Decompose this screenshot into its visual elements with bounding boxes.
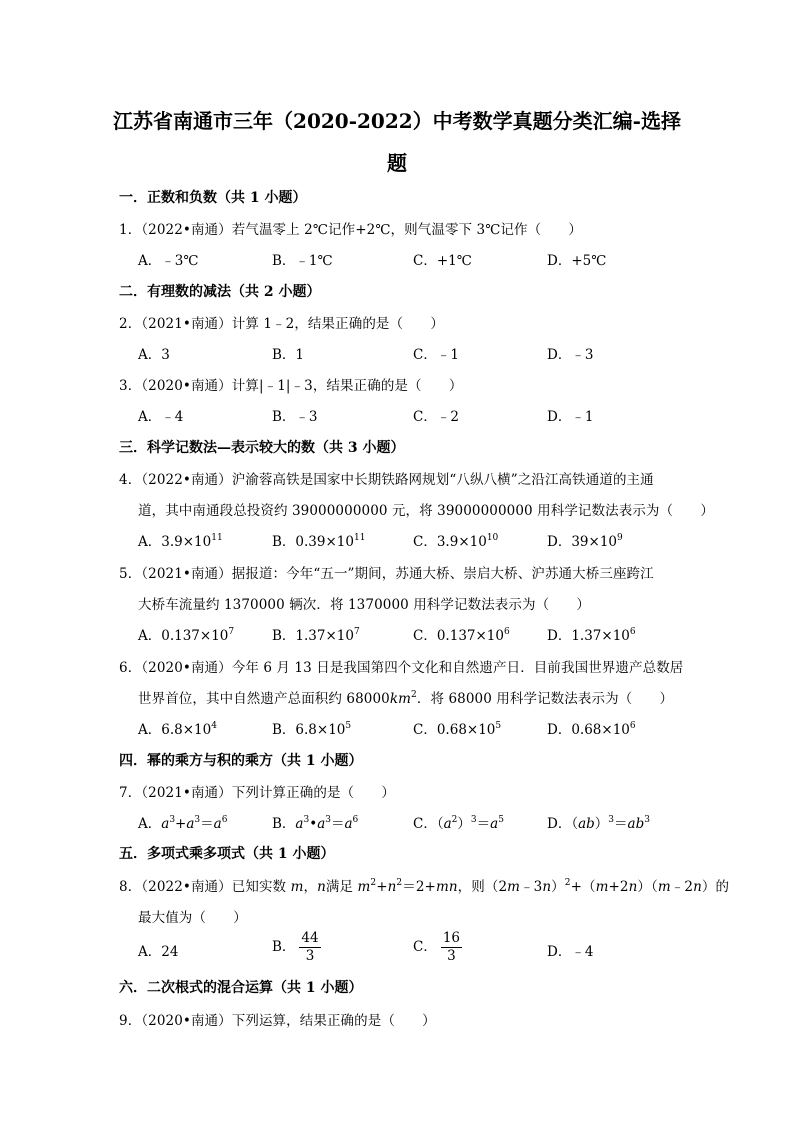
q5-option-d: D．$1.37\times 10^6$ [547, 627, 636, 644]
question-4-line2: 道，其中南通段总投资约 39000000000 元，将 39000000000 用科学记数法表示为（ ） [138, 503, 714, 519]
fraction: $\frac{16}{3}$ [442, 930, 461, 964]
q3-option-a: A．﹣4 [138, 409, 184, 425]
question-3: 3．（2020•南通）计算|﹣1|﹣3，结果正确的是（ ） [119, 378, 463, 394]
q8-option-b: B． $\frac{44}{3}$ [272, 930, 319, 964]
section-heading-2: 二．有理数的减法（共 2 小题） [119, 284, 321, 300]
fraction: $\frac{44}{3}$ [301, 930, 319, 964]
section-heading-3: 三．科学记数法—表示较大的数（共 3 小题） [119, 440, 405, 456]
section-heading-6: 六．二次根式的混合运算（共 1 小题） [119, 980, 363, 996]
q7-option-a: A．$a^3+a^3=a^6$ [138, 815, 228, 832]
q8-option-c: C． $\frac{16}{3}$ [413, 930, 461, 964]
q2-option-a: A．3 [138, 347, 170, 363]
q1-option-c: C．+1℃ [413, 253, 472, 269]
question-4-line1: 4．（2022•南通）沪渝蓉高铁是国家中长期铁路网规划“八纵八横”之沿江高铁通道的主通 [119, 472, 654, 488]
q8-option-a: A．24 [138, 944, 179, 960]
question-6-line1: 6．（2020•南通）今年 6 月 13 日是我国第四个文化和自然遗产日．目前我国世界遗产总数居 [119, 660, 684, 676]
question-2: 2．（2021•南通）计算 1﹣2，结果正确的是（ ） [119, 316, 444, 332]
q7-option-d: D．$(ab)^3=ab^3$ [547, 815, 650, 832]
q8-option-d: D．﹣4 [547, 944, 594, 960]
section-heading-1: 一．正数和负数（共 1 小题） [119, 190, 307, 206]
q6-option-c: C．$0.68\times 10^5$ [413, 721, 502, 738]
q2-option-d: D．﹣3 [547, 347, 594, 363]
q2-option-b: B．1 [272, 347, 305, 363]
q1-option-d: D．+5℃ [547, 253, 607, 269]
question-1: 1．（2022•南通）若气温零上 2℃记作+2℃，则气温零下 3℃记作（ ） [119, 222, 583, 238]
question-5-line1: 5．（2021•南通）据报道：今年“五一”期间，苏通大桥、崇启大桥、沪苏通大桥三座跨江 [119, 566, 654, 582]
question-5-line2: 大桥车流量约 1370000 辆次．将 1370000 用科学记数法表示为（ ） [138, 597, 591, 613]
page-title-continued: 题 [387, 151, 407, 175]
section-heading-4: 四．幂的乘方与积的乘方（共 1 小题） [119, 753, 363, 769]
q7-option-c: C．$(a^2)^3=a^5$ [413, 815, 504, 832]
question-9: 9．（2020•南通）下列运算，结果正确的是（ ） [119, 1013, 436, 1029]
q3-option-c: C．﹣2 [413, 409, 459, 425]
question-6-line2: 世界首位，其中自然遗产总面积约 $68000km^2$．将 68000 用科学记数法表示为（ ） [138, 690, 674, 707]
q4-option-c: C．$3.9\times 10^{10}$ [413, 533, 499, 550]
question-8-line1: 8．（2022•南通）已知实数 m，n满足 $m^2+n^2=2+mn$，则（2m﹣3n）$^2$+（m+2n）（m﹣2n）的 [119, 878, 730, 895]
question-7: 7．（2021•南通）下列计算正确的是（ ） [119, 785, 395, 801]
q5-option-a: A．$0.137\times 10^7$ [138, 627, 235, 644]
q3-option-d: D．﹣1 [547, 409, 594, 425]
q5-option-c: C．$0.137\times 10^6$ [413, 627, 510, 644]
q6-option-d: D．$0.68\times 10^6$ [547, 721, 636, 738]
q1-option-a: A．﹣3℃ [138, 253, 199, 269]
q7-option-b: B．$a^3•a^3=a^6$ [272, 815, 359, 832]
q4-option-d: D．$39\times 10^9$ [547, 533, 623, 550]
q5-option-b: B．$1.37\times 10^7$ [272, 627, 360, 644]
q6-option-b: B．$6.8\times 10^5$ [272, 721, 352, 738]
q4-option-a: A．$3.9\times 10^{11}$ [138, 533, 223, 550]
section-heading-5: 五．多项式乘多项式（共 1 小题） [119, 846, 335, 862]
page-title: 江苏省南通市三年（2020-2022）中考数学真题分类汇编-选择 [113, 109, 681, 133]
q4-option-b: B．$0.39\times 10^{11}$ [272, 533, 366, 550]
q3-option-b: B．﹣3 [272, 409, 318, 425]
q2-option-c: C．﹣1 [413, 347, 459, 363]
question-8-line2: 最大值为（ ） [138, 910, 247, 926]
q6-option-a: A．$6.8\times 10^4$ [138, 721, 217, 738]
q1-option-b: B．﹣1℃ [272, 253, 333, 269]
